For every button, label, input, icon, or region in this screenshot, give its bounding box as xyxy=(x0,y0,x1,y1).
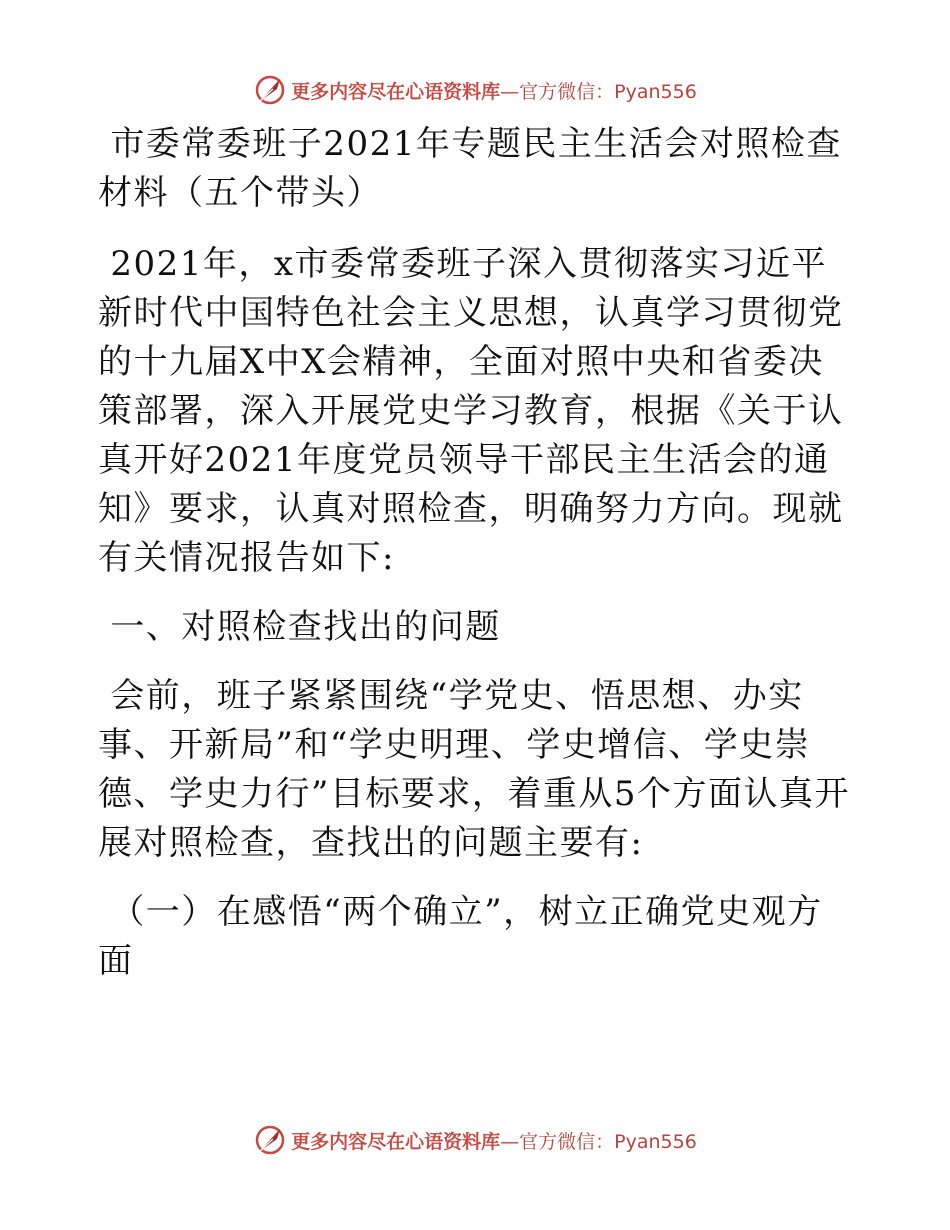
watermark-main: 更多内容尽在心语资料库 xyxy=(291,80,501,103)
intro-paragraph: 2021年，x市委常委班子深入贯彻落实习近平新时代中国特色社会主义思想，认真学习贯彻党的十九届X中X会精神，全面对照中央和省委决策部署，深入开展党史学习教育，根据《关于认真开好2021年度党员领导干部民主生活会的通知》要求，认真对照检查，明确努力方向。现就有关情况报告如下: xyxy=(98,244,844,578)
quill-logo-icon xyxy=(253,1123,287,1157)
subsection-heading: （一）在感悟“两个确立”，树立正确党史观方面 xyxy=(98,892,823,981)
quill-logo-icon xyxy=(253,73,287,107)
watermark-banner-bottom xyxy=(0,1120,950,1160)
watermark-text xyxy=(291,77,697,104)
watermark-sub: 官方微信：Pyan556 xyxy=(519,80,697,103)
watermark-banner-top xyxy=(0,70,950,110)
watermark-main: 更多内容尽在心语资料库 xyxy=(291,1130,501,1153)
watermark-dash: — xyxy=(500,1130,520,1153)
watermark-dash: — xyxy=(500,80,520,103)
section-heading: 一、对照检查找出的问题 xyxy=(98,607,501,647)
document-title: 市委常委班子2021年专题民主生活会对照检查材料（五个带头） xyxy=(98,124,842,213)
watermark-text xyxy=(291,1127,697,1154)
section-paragraph: 会前，班子紧紧围绕“学党史、悟思想、办实事、开新局”和“学史明理、学史增信、学史崇德、学史力行”目标要求，着重从5个方面认真开展对照检查，查找出的问题主要有: xyxy=(98,676,851,863)
document-body xyxy=(98,120,858,986)
watermark-sub: 官方微信：Pyan556 xyxy=(519,1130,697,1153)
